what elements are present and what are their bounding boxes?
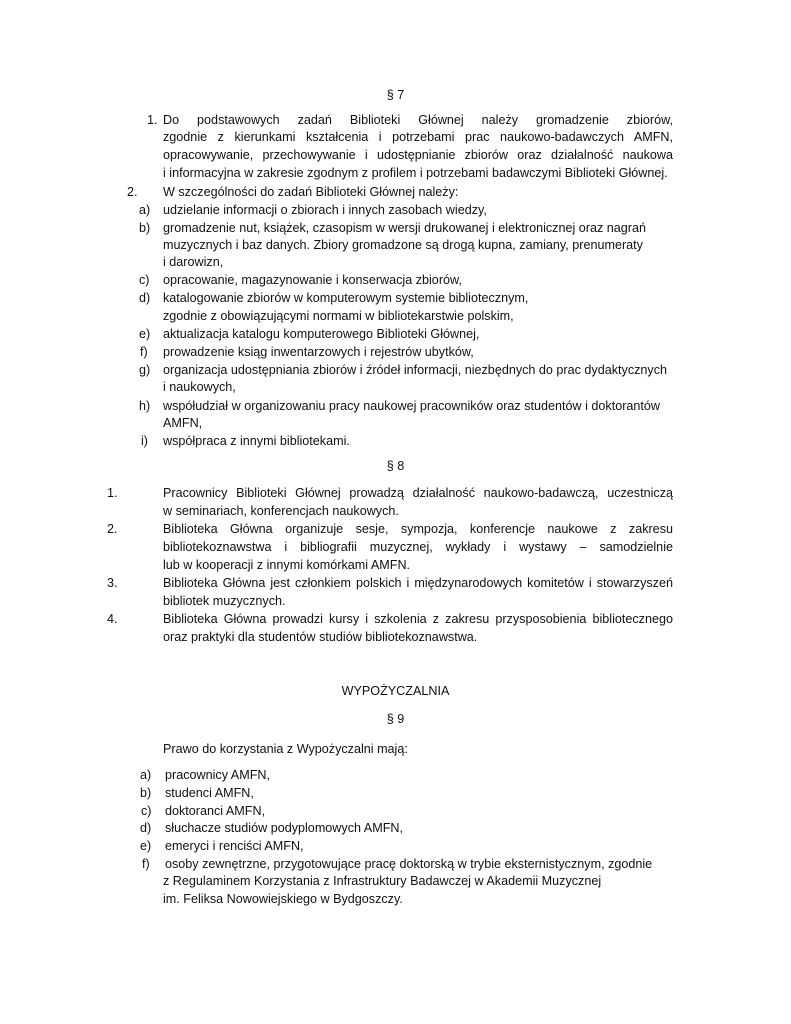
sec7-subitem-f-line-1: prowadzenie ksiąg inwentarzowych i rejestrów ubytków, <box>163 345 474 359</box>
sec7-subitem-b-line-2: muzycznych i baz danych. Zbiory gromadzone są drogą kupna, zamiany, prenumeraty <box>163 238 643 252</box>
sec7-item-1-number: 1. <box>147 113 158 127</box>
section-8-heading: § 8 <box>386 459 405 473</box>
sec7-subitem-e-line-1: aktualizacja katalogu komputerowego Biblioteki Głównej, <box>163 327 480 341</box>
sec7-item-1-line-4: i informacyjna w zakresie zgodnym z profilem i potrzebami badawczymi Biblioteki Głównej. <box>163 166 668 180</box>
sec7-subitem-c-line-1: opracowanie, magazynowanie i konserwacja zbiorów, <box>163 273 462 287</box>
sec9-subitem-f-line-1: osoby zewnętrzne, przygotowujące pracę doktorską w trybie eksternistycznym, zgodnie <box>165 857 653 871</box>
sec9-subitem-c-letter: c) <box>141 804 152 818</box>
sec8-item-1-number: 1. <box>107 486 118 500</box>
section-7-heading: § 7 <box>386 88 405 102</box>
sec8-item-2-line-1: Biblioteka Główna organizuje sesje, sympozja, konferencje naukowe z zakresu <box>163 522 673 536</box>
sec7-subitem-h-line-2: AMFN, <box>163 416 203 430</box>
sec7-subitem-h-line-1: współudział w organizowaniu pracy naukowej pracowników oraz studentów i doktorantów <box>163 399 661 413</box>
sec7-subitem-h-letter: h) <box>139 399 151 413</box>
sec7-subitem-d-line-2: zgodnie z obowiązującymi normami w bibliotekarstwie polskim, <box>163 309 514 323</box>
sec7-subitem-g-line-2: i naukowych, <box>163 380 236 394</box>
sec9-intro: Prawo do korzystania z Wypożyczalni mają: <box>163 742 408 756</box>
sec9-subitem-a-letter: a) <box>140 768 152 782</box>
sec7-subitem-f-letter: f) <box>140 345 148 359</box>
sec8-item-4-line-1: Biblioteka Główna prowadzi kursy i szkolenia z zakresu przysposobienia bibliotecznego <box>163 612 673 626</box>
sec9-subitem-f-line-3: im. Feliksa Nowowiejskiego w Bydgoszczy. <box>163 892 403 906</box>
sec8-item-3-line-1: Biblioteka Główna jest członkiem polskich i międzynarodowych komitetów i stowarzyszeń <box>163 576 673 590</box>
sec9-subitem-b-line-1: studenci AMFN, <box>165 786 254 800</box>
sec9-subitem-f-letter: f) <box>142 857 150 871</box>
sec8-item-3-number: 3. <box>107 576 118 590</box>
sec8-item-1-line-2: w seminariach, konferencjach naukowych. <box>163 504 399 518</box>
sec7-subitem-d-line-1: katalogowanie zbiorów w komputerowym systemie bibliotecznym, <box>163 291 529 305</box>
sec7-subitem-i-letter: i) <box>141 434 148 448</box>
sec7-item-1-line-3: opracowywanie, przechowywanie i udostępnianie zbiorów oraz działalność naukowa <box>163 148 673 162</box>
sec7-item-1-line-1: Do podstawowych zadań Biblioteki Głównej należy gromadzenie zbiorów, <box>163 113 673 127</box>
sec9-subitem-f-line-2: z Regulaminem Korzystania z Infrastruktury Badawczej w Akademii Muzycznej <box>163 874 602 888</box>
sec9-subitem-e-letter: e) <box>140 839 152 853</box>
sec8-item-2-line-3: lub w kooperacji z innymi komórkami AMFN. <box>163 558 411 572</box>
sec8-item-4-line-2: oraz praktyki dla studentów studiów bibliotekoznawstwa. <box>163 630 478 644</box>
sec7-item-2-number: 2. <box>127 185 138 199</box>
sec9-subitem-d-line-1: słuchacze studiów podyplomowych AMFN, <box>165 821 403 835</box>
sec7-subitem-b-line-3: i darowizn, <box>163 255 224 269</box>
sec7-subitem-a-letter: a) <box>139 203 151 217</box>
sec8-item-4-number: 4. <box>107 612 118 626</box>
sec7-subitem-d-letter: d) <box>139 291 151 305</box>
sec7-subitem-c-letter: c) <box>139 273 150 287</box>
sec8-item-1-line-1: Pracownicy Biblioteki Głównej prowadzą działalność naukowo-badawczą, uczestniczą <box>163 486 673 500</box>
sec7-subitem-g-line-1: organizacja udostępniania zbiorów i źródeł informacji, niezbędnych do prac dydaktycznych <box>163 363 668 377</box>
sec7-item-1-line-2: zgodnie z kierunkami kształcenia i potrzebami prac naukowo-badawczych AMFN, <box>163 130 673 144</box>
sec8-item-2-line-2: bibliotekoznawstwa i bibliografii muzycznej, wykłady i wystawy – samodzielnie <box>163 540 673 554</box>
sec7-subitem-b-letter: b) <box>139 221 151 235</box>
sec7-subitem-g-letter: g) <box>139 363 151 377</box>
sec7-item-2-intro: W szczególności do zadań Biblioteki Głównej należy: <box>163 185 459 199</box>
sec8-item-3-line-2: bibliotek muzycznych. <box>163 594 286 608</box>
sec9-subitem-b-letter: b) <box>140 786 152 800</box>
wypozyczalnia-title: WYPOŻYCZALNIA <box>341 684 450 698</box>
sec7-subitem-e-letter: e) <box>139 327 151 341</box>
sec9-subitem-d-letter: d) <box>140 821 152 835</box>
sec9-subitem-c-line-1: doktoranci AMFN, <box>165 804 266 818</box>
sec9-subitem-a-line-1: pracownicy AMFN, <box>165 768 270 782</box>
sec7-subitem-b-line-1: gromadzenie nut, książek, czasopism w wersji drukowanej i elektronicznej oraz nagrań <box>163 221 646 235</box>
sec9-subitem-e-line-1: emeryci i renciści AMFN, <box>165 839 304 853</box>
sec8-item-2-number: 2. <box>107 522 118 536</box>
sec7-subitem-i-line-1: współpraca z innymi bibliotekami. <box>163 434 350 448</box>
sec7-subitem-a-line-1: udzielanie informacji o zbiorach i innych zasobach wiedzy, <box>163 203 487 217</box>
section-9-heading: § 9 <box>386 712 405 726</box>
